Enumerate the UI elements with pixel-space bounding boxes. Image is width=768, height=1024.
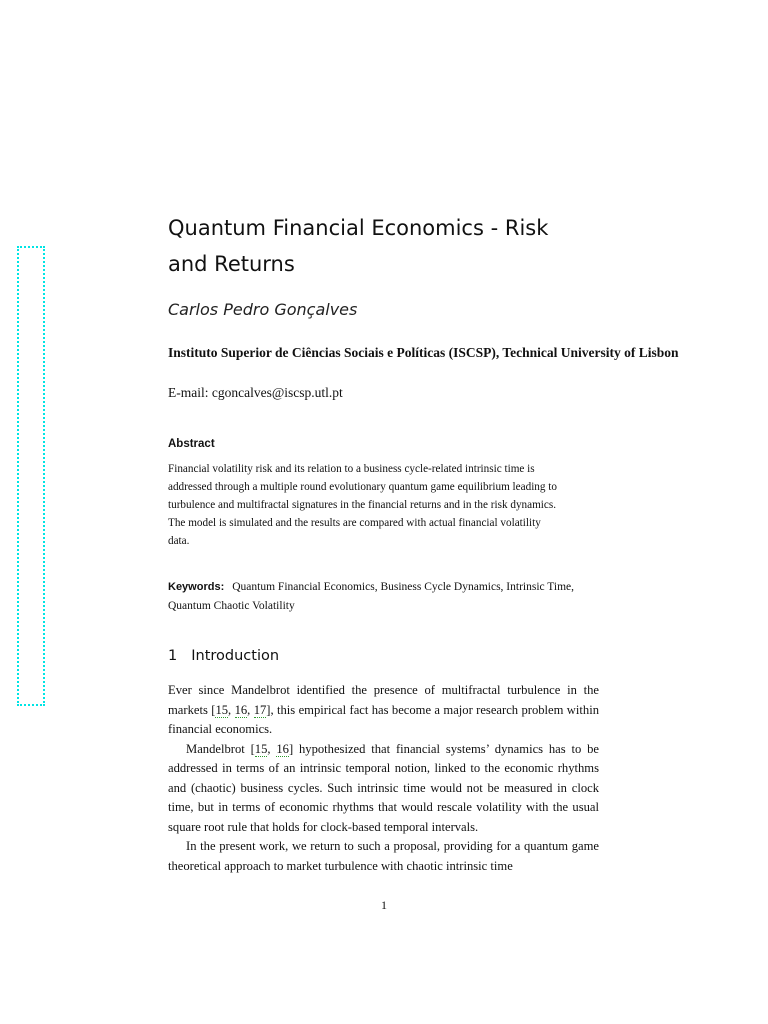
page-number: 1 <box>381 898 387 912</box>
text-run: , <box>228 702 235 717</box>
title-line-2: and Returns <box>168 252 295 276</box>
email: E-mail: cgoncalves@iscsp.utl.pt <box>168 385 343 400</box>
abstract-line: addressed through a multiple round evolutionary quantum game equilibrium leading to <box>168 481 557 493</box>
text-run: , <box>247 702 254 717</box>
paragraph-1 <box>168 681 599 740</box>
arxiv-stamp-box <box>17 246 45 706</box>
paragraph-3: In the present work, we return to such a proposal, providing for a quantum game theoretical approach to market turbulence with chaotic intrinsic time <box>168 839 599 873</box>
text-run: Ever since Mandelbrot identified the presence of multifractal turbulence in the markets [ <box>168 683 599 717</box>
citation-link[interactable]: 16 <box>234 702 248 717</box>
text-run: Mandelbrot [ <box>186 741 255 756</box>
paragraph-2 <box>168 740 599 838</box>
text-run: ] hypothesized that financial systems’ dynamics has to be addressed in terms of an intrinsic temporal notion, linked to the economic rhythms and (chaotic) business cycles. Such intrinsic time would not be measured in clock time, but in terms of economic rhythms that would rescale volatility with the usual square root rule that holds for clock-based temporal intervals. <box>168 741 600 834</box>
author-name: Carlos Pedro Gonçalves <box>168 300 358 319</box>
keywords-text: Quantum Financial Economics, Business Cycle Dynamics, Intrinsic Time, Quantum Chaotic Volatility <box>168 581 575 612</box>
citation-link[interactable]: 17 <box>253 702 267 717</box>
intro-body <box>168 681 599 876</box>
abstract-line: turbulence and multifractal signatures in the financial returns and in the risk dynamics. <box>168 499 557 511</box>
abstract-line: data. <box>168 535 190 547</box>
section-number: 1 <box>168 648 178 664</box>
title-line-1: Quantum Financial Economics - Risk <box>168 216 549 240</box>
abstract-line: The model is simulated and the results are compared with actual financial volatility <box>168 517 541 529</box>
keywords-label: Keywords: <box>168 581 225 593</box>
citation-link[interactable]: 15 <box>215 702 229 717</box>
text-run: , <box>267 741 277 756</box>
text-run: ], this empirical fact has become a major research problem within financial economics. <box>168 702 599 736</box>
abstract-heading: Abstract <box>168 438 215 450</box>
section-heading <box>168 648 279 664</box>
paper-title <box>168 210 588 282</box>
citation-link[interactable]: 15 <box>254 741 268 756</box>
affiliation: Instituto Superior de Ciências Sociais e Políticas (ISCSP), Technical University of Lisbon <box>168 345 679 360</box>
citation-link[interactable]: 16 <box>276 741 289 756</box>
section-title: Introduction <box>191 648 280 664</box>
abstract-text <box>168 460 600 550</box>
abstract-line: Financial volatility risk and its relation to a business cycle-related intrinsic time is <box>168 463 535 475</box>
keywords <box>168 578 608 616</box>
